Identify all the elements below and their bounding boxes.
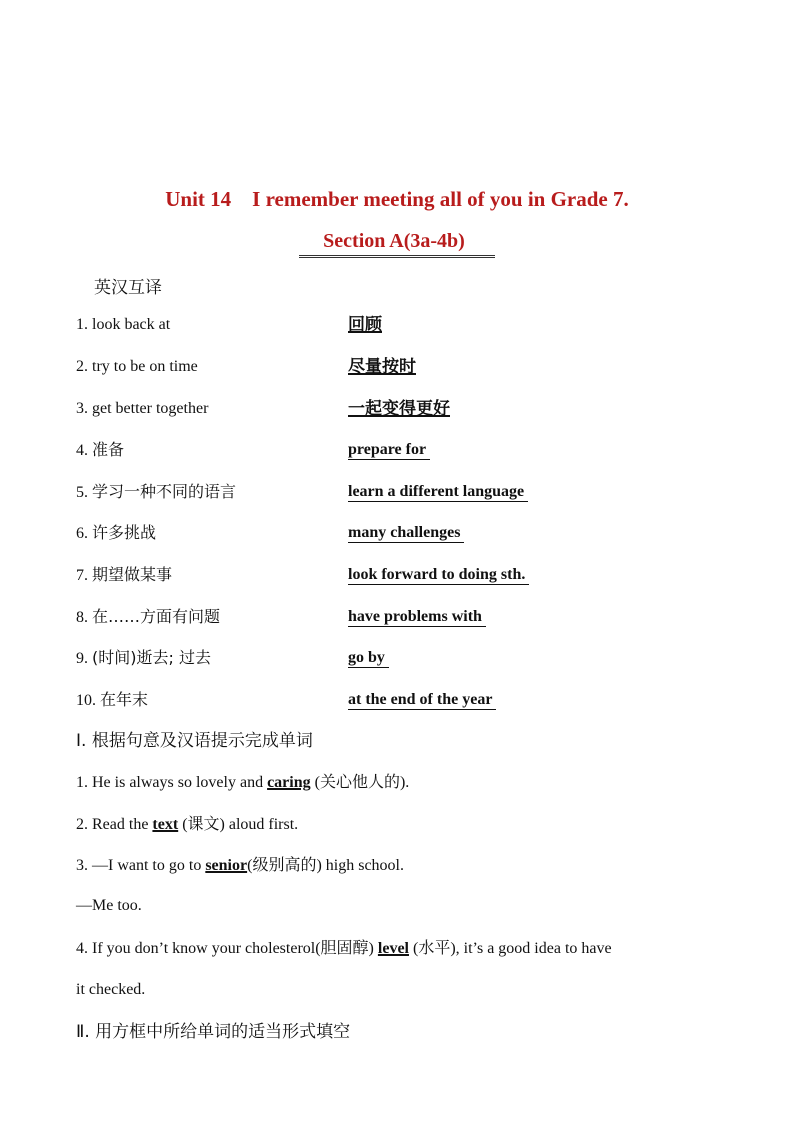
vocab-answer: have problems with: [348, 607, 486, 627]
vocab-row: [76, 438, 427, 462]
vocab-row: [76, 480, 525, 504]
subtitle-wrap: [0, 230, 794, 258]
vocab-source: try to be on time: [92, 358, 198, 375]
question-text: (水平), it’s a good idea to have: [408, 940, 612, 957]
question-4: [76, 937, 612, 961]
answer-blank: senior: [205, 857, 248, 874]
vocab-answer: 回顾: [348, 315, 382, 335]
vocab-number: 3.: [76, 400, 88, 417]
vocab-number: 5.: [76, 484, 88, 501]
vocab-answer: 尽量按时: [348, 357, 416, 377]
vocab-answer: prepare for: [348, 440, 430, 460]
vocab-source: get better together: [92, 400, 209, 417]
part2-heading: Ⅱ. 用方框中所给单词的适当形式填空: [76, 1022, 351, 1042]
question-2: [76, 813, 298, 837]
vocab-source: 在……方面有问题: [92, 607, 221, 626]
vocab-number: 4.: [76, 442, 88, 459]
question-text: 2. Read the: [76, 816, 153, 833]
answer-blank: level: [377, 940, 409, 957]
vocab-number: 6.: [76, 525, 88, 542]
vocab-row: [76, 688, 493, 712]
vocab-answer: at the end of the year: [348, 690, 496, 710]
vocab-number: 1.: [76, 316, 88, 333]
vocab-answer: learn a different language: [348, 482, 528, 502]
vocab-row: [76, 313, 382, 337]
vocab-row: [76, 397, 450, 421]
question-text: (级别高的) high school.: [247, 857, 404, 874]
section-heading-translation: 英汉互译: [94, 278, 162, 298]
question-3: [76, 854, 404, 878]
vocab-row: [76, 563, 526, 587]
vocab-number: 10.: [76, 692, 96, 709]
answer-blank: text: [152, 816, 179, 833]
vocab-source: 期望做某事: [92, 565, 173, 584]
vocab-source: 准备: [92, 440, 125, 459]
question-text: 3. —I want to go to: [76, 857, 206, 874]
vocab-source: 学习一种不同的语言: [92, 482, 237, 501]
vocab-row: [76, 355, 416, 379]
part1-heading: Ⅰ. 根据句意及汉语提示完成单词: [76, 731, 313, 751]
vocab-source: (时间)逝去; 过去: [92, 648, 211, 667]
vocab-row: [76, 521, 461, 545]
question-text: 1. He is always so lovely and: [76, 774, 268, 791]
unit-title: Unit 14 I remember meeting all of you in Grade 7.: [165, 187, 629, 211]
question-1: [76, 771, 409, 795]
vocab-source: look back at: [92, 316, 171, 333]
question-3-reply: —Me too.: [76, 897, 142, 914]
vocab-answer: go by: [348, 648, 389, 668]
vocab-number: 7.: [76, 567, 88, 584]
question-4-continued: it checked.: [76, 981, 146, 998]
answer-blank: caring: [267, 774, 311, 791]
vocab-number: 8.: [76, 609, 88, 626]
vocab-number: 9.: [76, 650, 88, 667]
vocab-row: [76, 605, 482, 629]
vocab-answer: look forward to doing sth.: [348, 565, 529, 585]
question-text: (课文) aloud first.: [178, 816, 299, 833]
vocab-source: 许多挑战: [92, 523, 157, 542]
question-text: 4. If you don’t know your cholesterol(胆固醇): [76, 940, 378, 957]
vocab-answer: many challenges: [348, 523, 464, 543]
section-subtitle: Section A(3a-4b): [299, 230, 495, 258]
vocab-row: [76, 646, 385, 670]
vocab-source: 在年末: [100, 690, 149, 709]
vocab-number: 2.: [76, 358, 88, 375]
question-text: (关心他人的).: [310, 774, 410, 791]
vocab-answer: 一起变得更好: [348, 399, 450, 419]
